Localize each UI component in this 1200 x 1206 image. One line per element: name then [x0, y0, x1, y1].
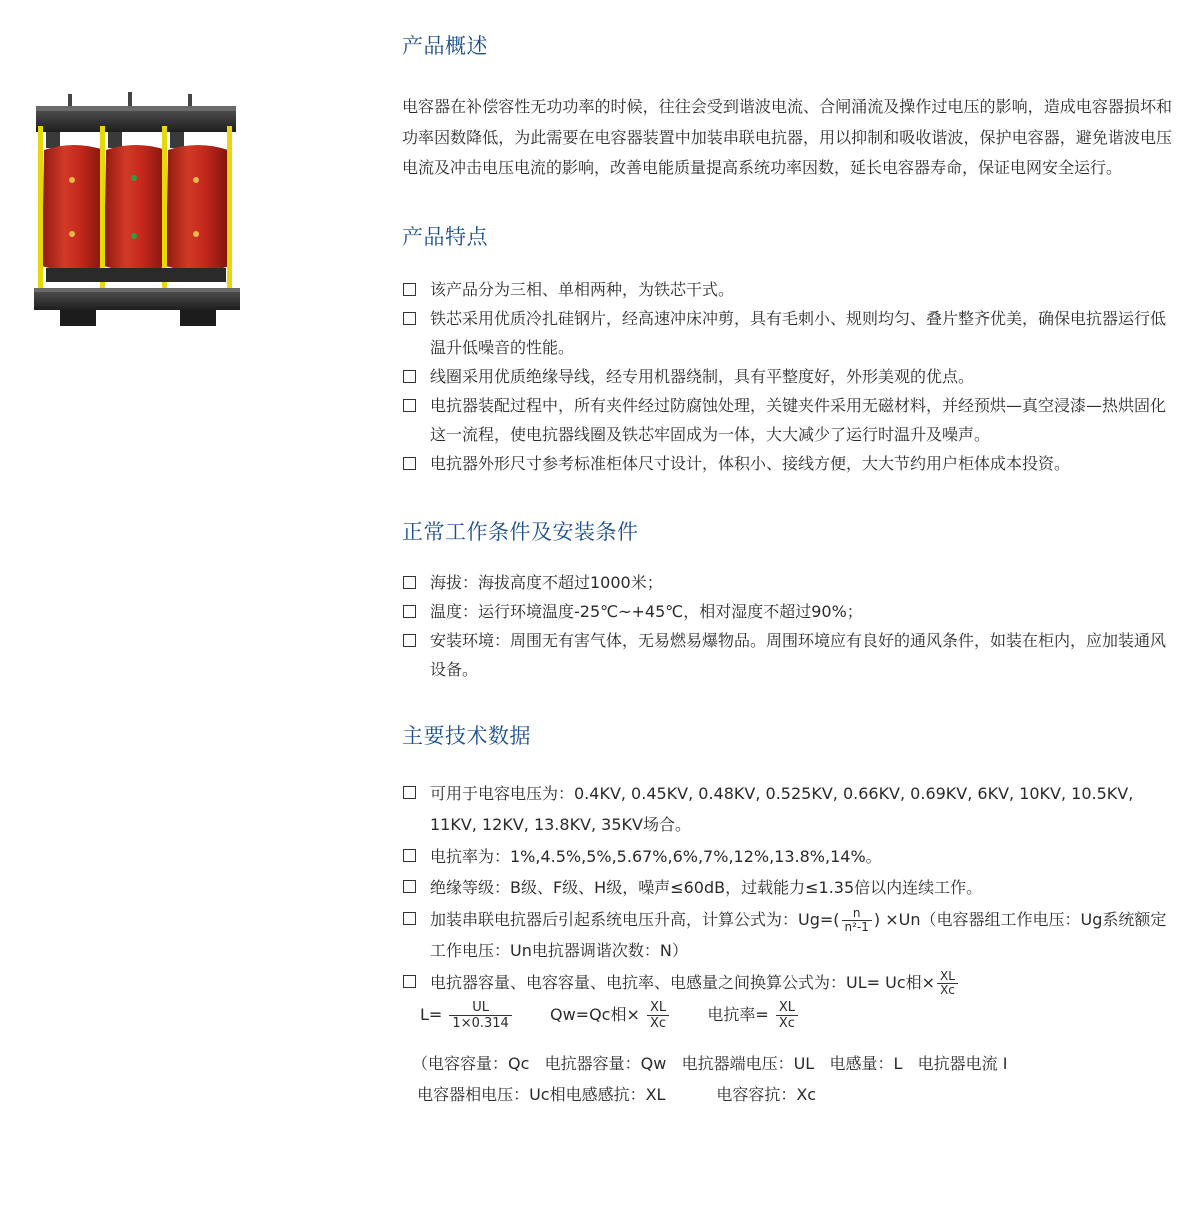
checkbox-icon	[403, 399, 416, 412]
formula-ratio: 电抗率= $\frac{XL}{Xc}$	[707, 1005, 800, 1024]
coil-middle	[104, 132, 168, 271]
main-content	[402, 30, 1172, 1110]
list-item: 线圈采用优质绝缘导线，经专用机器绕制，具有平整度好，外形美观的优点。	[402, 362, 1172, 391]
fraction: $\frac{XL}{Xc}$	[776, 1000, 798, 1031]
tech-list	[402, 778, 1172, 999]
tech-heading: 主要技术数据	[402, 723, 531, 748]
checkbox-icon	[403, 457, 416, 470]
legend-line: 电容器相电压：Uc相电感感抗：XL 电容容抗：Xc	[412, 1085, 817, 1104]
reactor-illustration	[30, 88, 248, 332]
reactor-product-image	[30, 88, 248, 332]
formula-line	[420, 998, 1172, 1032]
list-item: 绝缘等级：B级、F级、H级，噪声≤60dB，过载能力≤1.35倍以内连续工作。	[402, 872, 1172, 904]
checkbox-icon	[403, 370, 416, 383]
list-item: 加装串联电抗器后引起系统电压升高，计算公式为：Ug=( $\frac{n}{\text{n²-1}}$ ) ×Un（电容器组工作电压：Ug系统额定工作电压：Un电抗器调谐次数：N）	[402, 904, 1172, 967]
checkbox-icon	[403, 312, 416, 325]
checkbox-icon	[403, 786, 416, 799]
list-item: 电抗率为：1%,4.5%,5%,5.67%,6%,7%,12%,13.8%,14%。	[402, 841, 1172, 873]
checkbox-icon	[403, 634, 416, 647]
overview-heading: 产品概述	[402, 34, 488, 58]
formula-L: L= $\frac{UL}{1\times 0.314}$	[420, 1005, 514, 1024]
list-item: 电抗器外形尺寸参考标准柜体尺寸设计，体积小、接线方便，大大节约用户柜体成本投资。	[402, 449, 1172, 478]
list-item: 铁芯采用优质冷扎硅钢片，经高速冲床冲剪，具有毛刺小、规则均匀、叠片整齐优美，确保电抗器运行低温升低噪音的性能。	[402, 304, 1172, 362]
features-list	[402, 275, 1172, 478]
features-heading: 产品特点	[402, 224, 488, 249]
coil-left	[42, 132, 106, 271]
conditions-list	[402, 568, 1172, 684]
fraction: $\frac{XL}{Xc}$	[647, 1000, 669, 1031]
coil-right	[166, 132, 230, 271]
fraction: $\frac{UL}{1\times 0.314}$	[449, 1000, 511, 1031]
checkbox-icon	[403, 576, 416, 589]
overview-paragraph: 电容器在补偿容性无功功率的时候，往往会受到谐波电流、合闸涌流及操作过电压的影响，造成电容器损坏和功率因数降低，为此需要在电容器装置中加装串联电抗器，用以抑制和吸收谐波，保护电容器，避免谐波电压电流及冲击电压电流的影响，改善电能质量提高系统功率因数，延长电容器寿命，保证电网安全运行。	[402, 97, 1172, 177]
checkbox-icon	[403, 849, 416, 862]
checkbox-icon	[403, 880, 416, 893]
list-item: 电抗器装配过程中，所有夹件经过防腐蚀处理，关键夹件采用无磁材料，并经预烘—真空浸漆—热烘固化这一流程，使电抗器线圈及铁芯牢固成为一体，大大减少了运行时温升及噪声。	[402, 391, 1172, 449]
legend-line: （电容容量：Qc 电抗器容量：Qw 电抗器端电压：UL 电感量：L 电抗器电流 I	[412, 1054, 1008, 1073]
conditions-heading: 正常工作条件及安装条件	[402, 519, 639, 544]
checkbox-icon	[403, 912, 416, 925]
fraction: $\frac{n}{\text{n²-1}}$	[842, 907, 872, 934]
list-item: 安装环境：周围无有害气体，无易燃易爆物品。周围环境应有良好的通风条件，如装在柜内，应加装通风设备。	[402, 626, 1172, 684]
checkbox-icon	[403, 283, 416, 296]
list-item: 电抗器容量、电容容量、电抗率、电感量之间换算公式为：UL= Uc相× $\frac{XL}{Xc}$	[402, 967, 1172, 999]
list-item: 温度：运行环境温度-25℃~+45℃，相对湿度不超过90%；	[402, 597, 1172, 626]
formula-Qw: Qw=Qc相× $\frac{XL}{Xc}$	[550, 1005, 671, 1024]
list-item: 海拔：海拔高度不超过1000米；	[402, 568, 1172, 597]
checkbox-icon	[403, 975, 416, 988]
list-item: 可用于电容电压为：0.4KV, 0.45KV, 0.48KV, 0.525KV, 0.66KV, 0.69KV, 6KV, 10KV, 10.5KV, 11KV, 12KV, 13.8KV, 35KV场合。	[402, 778, 1172, 841]
checkbox-icon	[403, 605, 416, 618]
symbol-legend	[412, 1048, 1172, 1110]
fraction: $\frac{XL}{Xc}$	[937, 970, 958, 997]
list-item: 该产品分为三相、单相两种，为铁芯干式。	[402, 275, 1172, 304]
